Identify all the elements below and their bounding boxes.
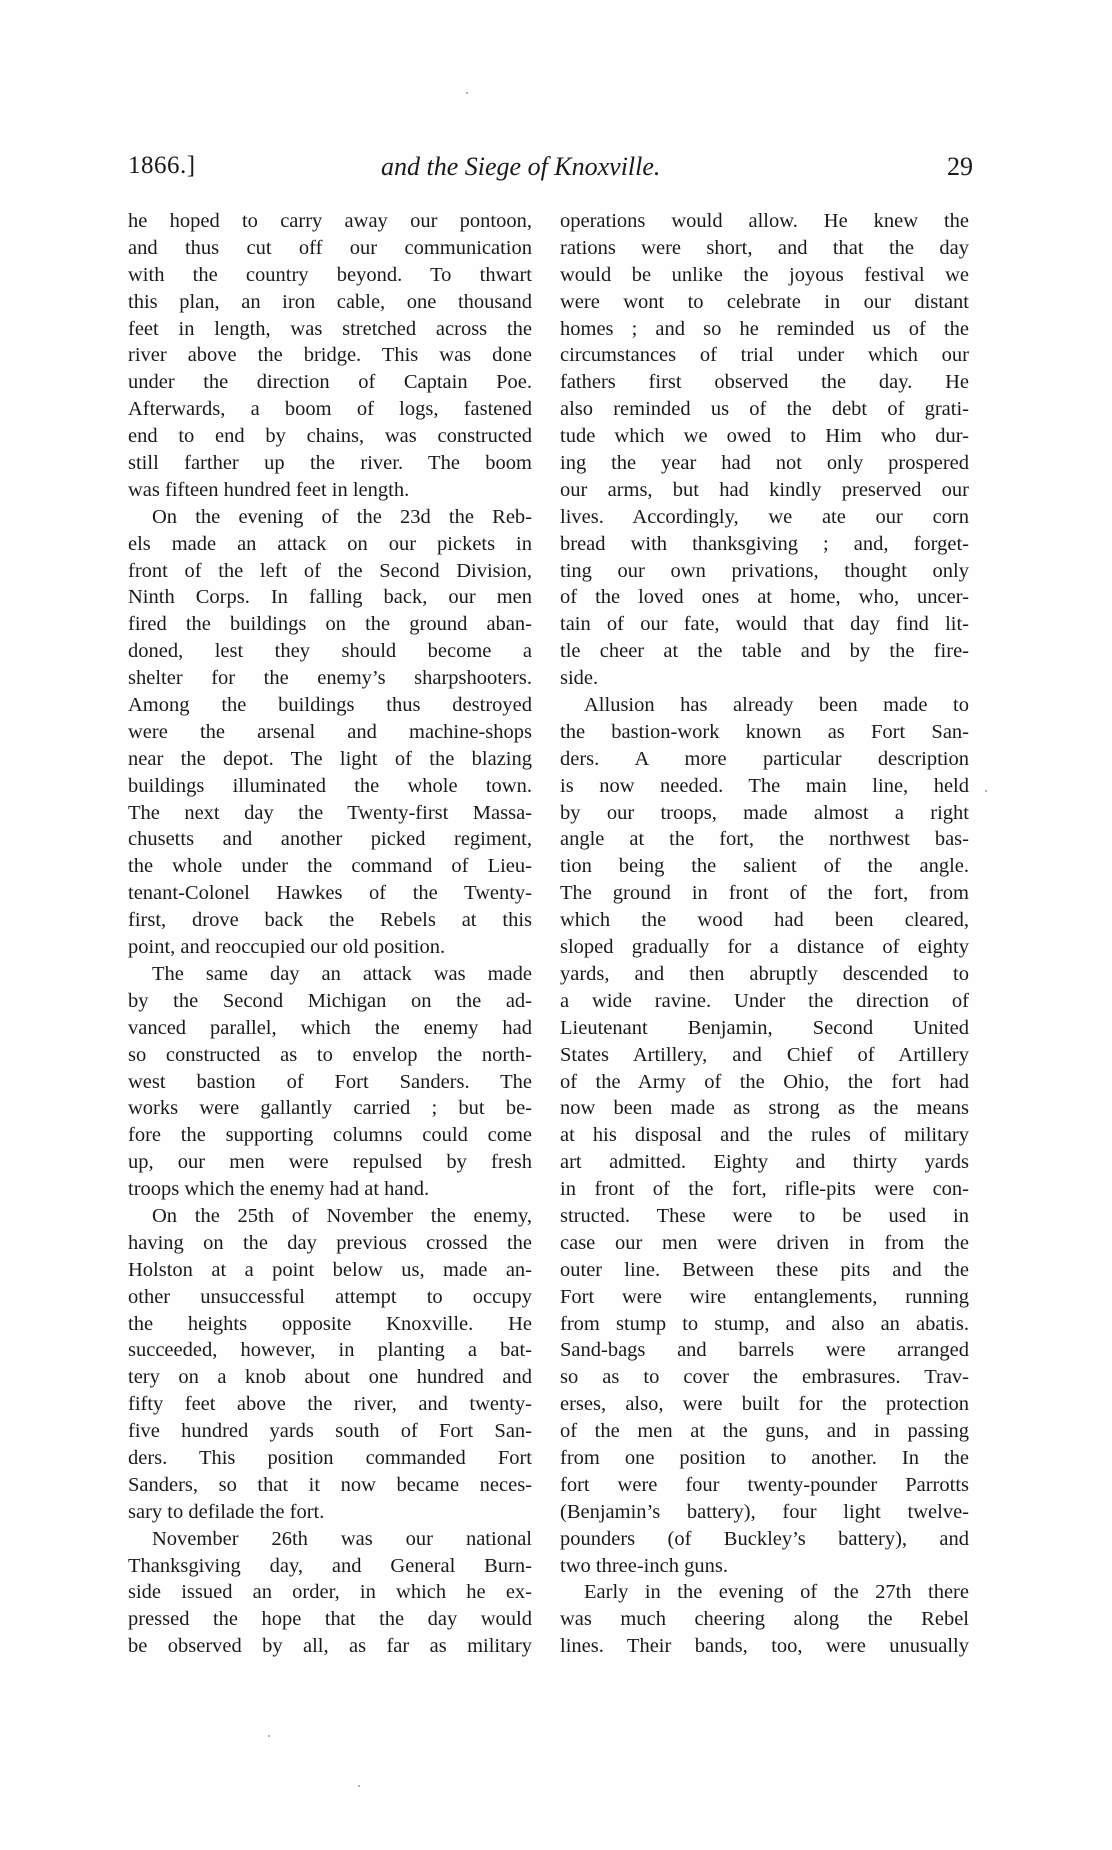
text-line: ing the year had not only prospered: [560, 452, 969, 475]
text-line: operations would allow. He knew the: [560, 210, 969, 232]
text-line: from one position to another. In the: [560, 1446, 969, 1469]
text-line: feet in length, was stretched across the: [128, 317, 532, 340]
paragraph: [560, 208, 969, 692]
text-line: doned, lest they should become a: [128, 640, 532, 663]
running-head: [128, 152, 973, 192]
text-line: buildings illuminated the whole town.: [128, 774, 532, 797]
text-line: art admitted. Eighty and thirty yards: [560, 1151, 969, 1174]
text-line: would be unlike the joyous festival we: [560, 263, 969, 286]
text-line: vanced parallel, which the enemy had: [128, 1016, 532, 1039]
text-line: tenant-Colonel Hawkes of the Twenty-: [128, 882, 532, 905]
text-line: Holston at a point below us, made an-: [128, 1258, 532, 1281]
running-head-title: and the Siege of Knoxville.: [381, 152, 661, 181]
text-line: els made an attack on our pickets in: [128, 532, 532, 555]
text-line: On the evening of the 23d the Reb-: [152, 505, 532, 528]
text-line: States Artillery, and Chief of Artillery: [560, 1043, 969, 1066]
text-line: tude which we owed to Him who dur-: [560, 425, 969, 448]
text-line: troops which the enemy had at hand.: [128, 1178, 430, 1201]
text-line: the bastion-work known as Fort San-: [560, 720, 969, 743]
text-line: west bastion of Fort Sanders. The: [128, 1070, 532, 1093]
text-line: of the men at the guns, and in passing: [560, 1420, 969, 1443]
text-line: bread with thanksgiving ; and, forget-: [560, 532, 969, 555]
text-line: and thus cut off our communication: [128, 236, 532, 259]
text-line: The same day an attack was made: [152, 962, 532, 985]
paragraph: [128, 961, 532, 1203]
text-line: which the wood had been cleared,: [560, 909, 969, 932]
text-line: Sand-bags and barrels were arranged: [560, 1339, 969, 1362]
text-line: angle at the fort, the northwest bas-: [560, 828, 969, 851]
text-line: river above the bridge. This was done: [128, 344, 532, 367]
text-line: by our troops, made almost a right: [560, 801, 969, 824]
text-line: tain of our fate, would that day find lit-: [560, 613, 969, 636]
text-line: sary to defilade the fort.: [128, 1500, 325, 1523]
page-number: 29: [947, 152, 973, 181]
text-line: yards, and then abruptly descended to: [560, 962, 969, 985]
text-line: up, our men were repulsed by fresh: [128, 1151, 532, 1174]
text-line: sloped gradually for a distance of eighty: [560, 936, 969, 959]
text-line: case our men were driven in from the: [560, 1231, 969, 1254]
text-line: Allusion has already been made to: [584, 694, 969, 717]
text-line: with the country beyond. To thwart: [128, 263, 532, 286]
scan-speck: [358, 1785, 360, 1787]
text-line: fired the buildings on the ground aban-: [128, 613, 532, 636]
text-line: ders. This position commanded Fort: [128, 1446, 532, 1469]
text-line: he hoped to carry away our pontoon,: [128, 210, 532, 232]
paragraph: [560, 692, 969, 1579]
text-line: front of the left of the Second Division,: [128, 559, 532, 582]
text-line: Fort were wire entanglements, running: [560, 1285, 969, 1308]
scan-speck: [268, 1735, 270, 1737]
text-line: a wide ravine. Under the direction of: [560, 989, 969, 1012]
text-line: Afterwards, a boom of logs, fastened: [128, 398, 532, 421]
text-line: (Benjamin’s battery), four light twelve-: [560, 1500, 969, 1523]
text-line: erses, also, were built for the protection: [560, 1393, 969, 1416]
paragraph: [128, 1203, 532, 1526]
text-line: Early in the evening of the 27th there: [584, 1581, 969, 1604]
text-line: the whole under the command of Lieu-: [128, 855, 532, 878]
running-head-year: 1866.]: [128, 152, 196, 179]
text-line: so as to cover the embrasures. Trav-: [560, 1366, 969, 1389]
text-line: of the loved ones at home, who, uncer-: [560, 586, 969, 609]
text-line: tion being the salient of the angle.: [560, 855, 969, 878]
text-line: November 26th was our national: [152, 1527, 532, 1550]
text-line: our arms, but had kindly preserved our: [560, 478, 969, 501]
text-line: from stump to stump, and also an abatis.: [560, 1312, 969, 1335]
text-line: two three-inch guns.: [560, 1554, 728, 1577]
paragraph: [128, 504, 532, 961]
text-line: pounders (of Buckley’s battery), and: [560, 1527, 969, 1550]
text-line: other unsuccessful attempt to occupy: [128, 1285, 532, 1308]
text-line: ders. A more particular description: [560, 747, 969, 770]
text-line: end to end by chains, was constructed: [128, 425, 532, 448]
text-line: point, and reoccupied our old position.: [128, 936, 446, 959]
text-line: ting our own privations, thought only: [560, 559, 969, 582]
text-line: Sanders, so that it now became neces-: [128, 1473, 532, 1496]
text-line: now been made as strong as the means: [560, 1097, 969, 1120]
text-line: Thanksgiving day, and General Burn-: [128, 1554, 532, 1577]
text-line: side issued an order, in which he ex-: [128, 1581, 532, 1604]
text-line: outer line. Between these pits and the: [560, 1258, 969, 1281]
text-column-left: [128, 208, 532, 1660]
text-column-right: [560, 208, 969, 1660]
text-line: was fifteen hundred feet in length.: [128, 478, 410, 501]
text-line: Ninth Corps. In falling back, our men: [128, 586, 532, 609]
paragraph: [128, 1526, 532, 1660]
text-line: Lieutenant Benjamin, Second United: [560, 1016, 969, 1039]
text-line: The ground in front of the fort, from: [560, 882, 969, 905]
text-line: fore the supporting columns could come: [128, 1124, 532, 1147]
text-line: works were gallantly carried ; but be-: [128, 1097, 532, 1120]
text-line: was much cheering along the Rebel: [560, 1608, 969, 1631]
text-line: fathers first observed the day. He: [560, 371, 969, 394]
text-line: Among the buildings thus destroyed: [128, 694, 532, 717]
text-line: tle cheer at the table and by the fire-: [560, 640, 969, 663]
text-line: this plan, an iron cable, one thousand: [128, 290, 532, 313]
text-line: also reminded us of the debt of grati-: [560, 398, 969, 421]
text-line: The next day the Twenty-first Massa-: [128, 801, 532, 824]
text-line: circumstances of trial under which our: [560, 344, 969, 367]
text-line: homes ; and so he reminded us of the: [560, 317, 969, 340]
paragraph: [560, 1579, 969, 1660]
text-line: tery on a knob about one hundred and: [128, 1366, 532, 1389]
text-line: structed. These were to be used in: [560, 1204, 969, 1227]
text-line: fort were four twenty-pounder Parrotts: [560, 1473, 969, 1496]
text-line: succeeded, however, in planting a bat-: [128, 1339, 532, 1362]
text-line: be observed by all, as far as military: [128, 1635, 532, 1658]
text-line: in front of the fort, rifle-pits were con-: [560, 1178, 969, 1201]
text-line: is now needed. The main line, held: [560, 774, 969, 797]
text-line: near the depot. The light of the blazing: [128, 747, 532, 770]
text-line: were the arsenal and machine-shops: [128, 720, 532, 743]
text-line: five hundred yards south of Fort San-: [128, 1420, 532, 1443]
text-line: rations were short, and that the day: [560, 236, 969, 259]
paragraph: [128, 208, 532, 504]
text-line: were wont to celebrate in our distant: [560, 290, 969, 313]
text-line: fifty feet above the river, and twenty-: [128, 1393, 532, 1416]
text-line: On the 25th of November the enemy,: [152, 1204, 532, 1227]
text-line: first, drove back the Rebels at this: [128, 909, 532, 932]
text-line: pressed the hope that the day would: [128, 1608, 532, 1631]
text-line: still farther up the river. The boom: [128, 452, 532, 475]
text-line: the heights opposite Knoxville. He: [128, 1312, 532, 1335]
text-line: chusetts and another picked regiment,: [128, 828, 532, 851]
text-line: shelter for the enemy’s sharpshooters.: [128, 667, 532, 690]
scan-speck: [466, 92, 468, 94]
text-line: lives. Accordingly, we ate our corn: [560, 505, 969, 528]
text-line: lines. Their bands, too, were unusually: [560, 1635, 969, 1658]
text-line: having on the day previous crossed the: [128, 1231, 532, 1254]
text-line: so constructed as to envelop the north-: [128, 1043, 532, 1066]
text-line: by the Second Michigan on the ad-: [128, 989, 532, 1012]
text-line: under the direction of Captain Poe.: [128, 371, 532, 394]
text-line: side.: [560, 667, 599, 690]
text-line: at his disposal and the rules of military: [560, 1124, 969, 1147]
text-line: of the Army of the Ohio, the fort had: [560, 1070, 969, 1093]
scan-speck: [985, 790, 987, 792]
